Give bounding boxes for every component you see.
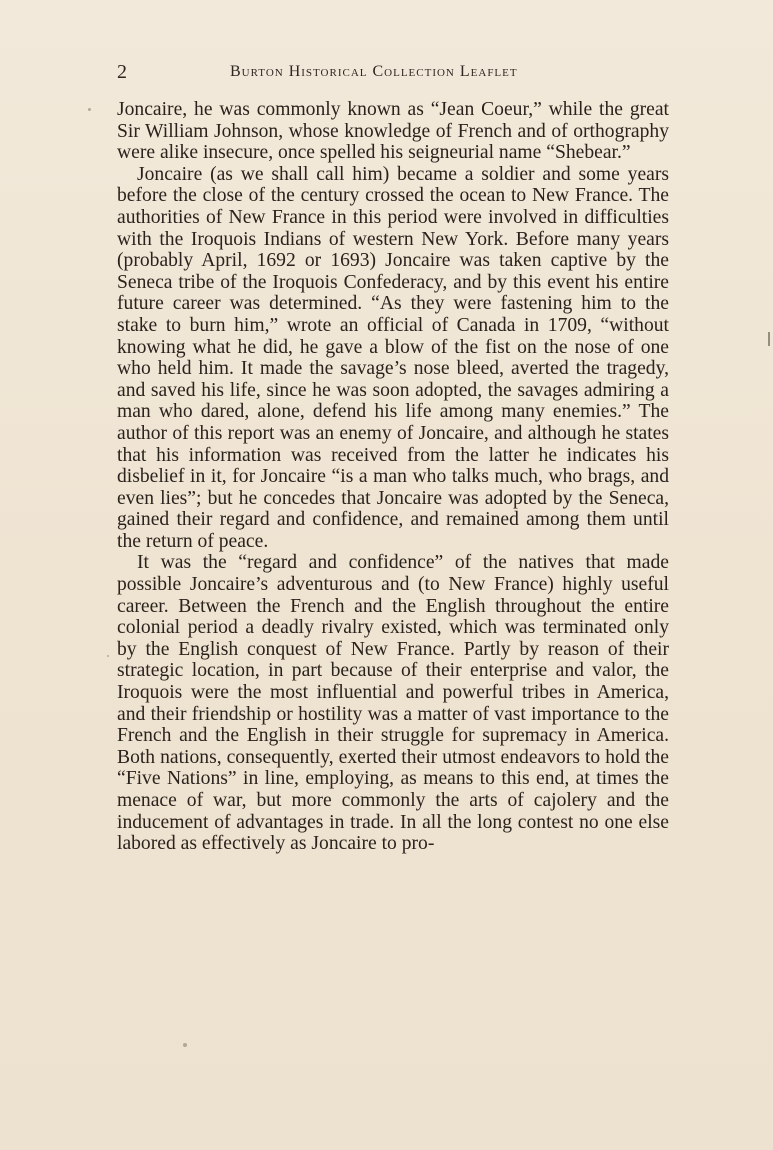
paragraph-1: Joncaire, he was commonly known as “Jean Coeur,” while the great Sir William Johnson, whose knowledge of French and of orthography were alike insecure, once spelled his seigneurial name “Shebear.” xyxy=(117,99,669,164)
paper-speck xyxy=(107,655,109,657)
page-header xyxy=(117,60,669,84)
body-text xyxy=(117,99,669,855)
paper-speck xyxy=(183,1043,187,1047)
running-title: Burton Historical Collection Leaflet xyxy=(230,63,518,80)
page-edge-mark xyxy=(768,332,770,346)
paragraph-2: Joncaire (as we shall call him) became a soldier and some years before the close of the century crossed the ocean to New France. The authorities of New France in this period were involved in difficulties with the Iroquois Indians of western New York. Before many years (probably April, 1692 or 1693) Joncaire was taken captive by the Seneca tribe of the Iroquois Confederacy, and by this event his entire future career was determined. “As they were fastening him to the stake to burn him,” wrote an official of Canada in 1709, “without knowing what he did, he gave a blow of the fist on the nose of one who held him. It made the savage’s nose bleed, averted the tragedy, and saved his life, since he was soon adopted, the savages admiring a man who dared, alone, defend his life among many enemies.” The author of this report was an enemy of Joncaire, and although he states that his information was received from the latter he indicates his disbelief in it, for Joncaire “is a man who talks much, who brags, and even lies”; but he concedes that Joncaire was adopted by the Seneca, gained their regard and confidence, and remained among them until the return of peace. xyxy=(117,163,669,552)
paper-speck xyxy=(88,108,91,111)
paragraph-3: It was the “regard and confidence” of the natives that made possible Joncaire’s adventurous and (to New France) highly useful career. Between the French and the English throughout the entire colonial period a deadly rivalry existed, which was terminated only by the English conquest of New France. Partly by reason of their strategic location, in part because of their enterprise and valor, the Iroquois were the most influential and powerful tribes in America, and their friendship or hostility was a matter of vast importance to the French and the English in their struggle for supremacy in America. Both nations, consequently, exerted their utmost endeavors to hold the “Five Nations” in line, employing, as means to this end, at times the menace of war, but more commonly the arts of cajolery and the inducement of advantages in trade. In all the long contest no one else labored as effectively as Joncaire to pro- xyxy=(117,552,669,855)
page-number: 2 xyxy=(117,61,127,83)
